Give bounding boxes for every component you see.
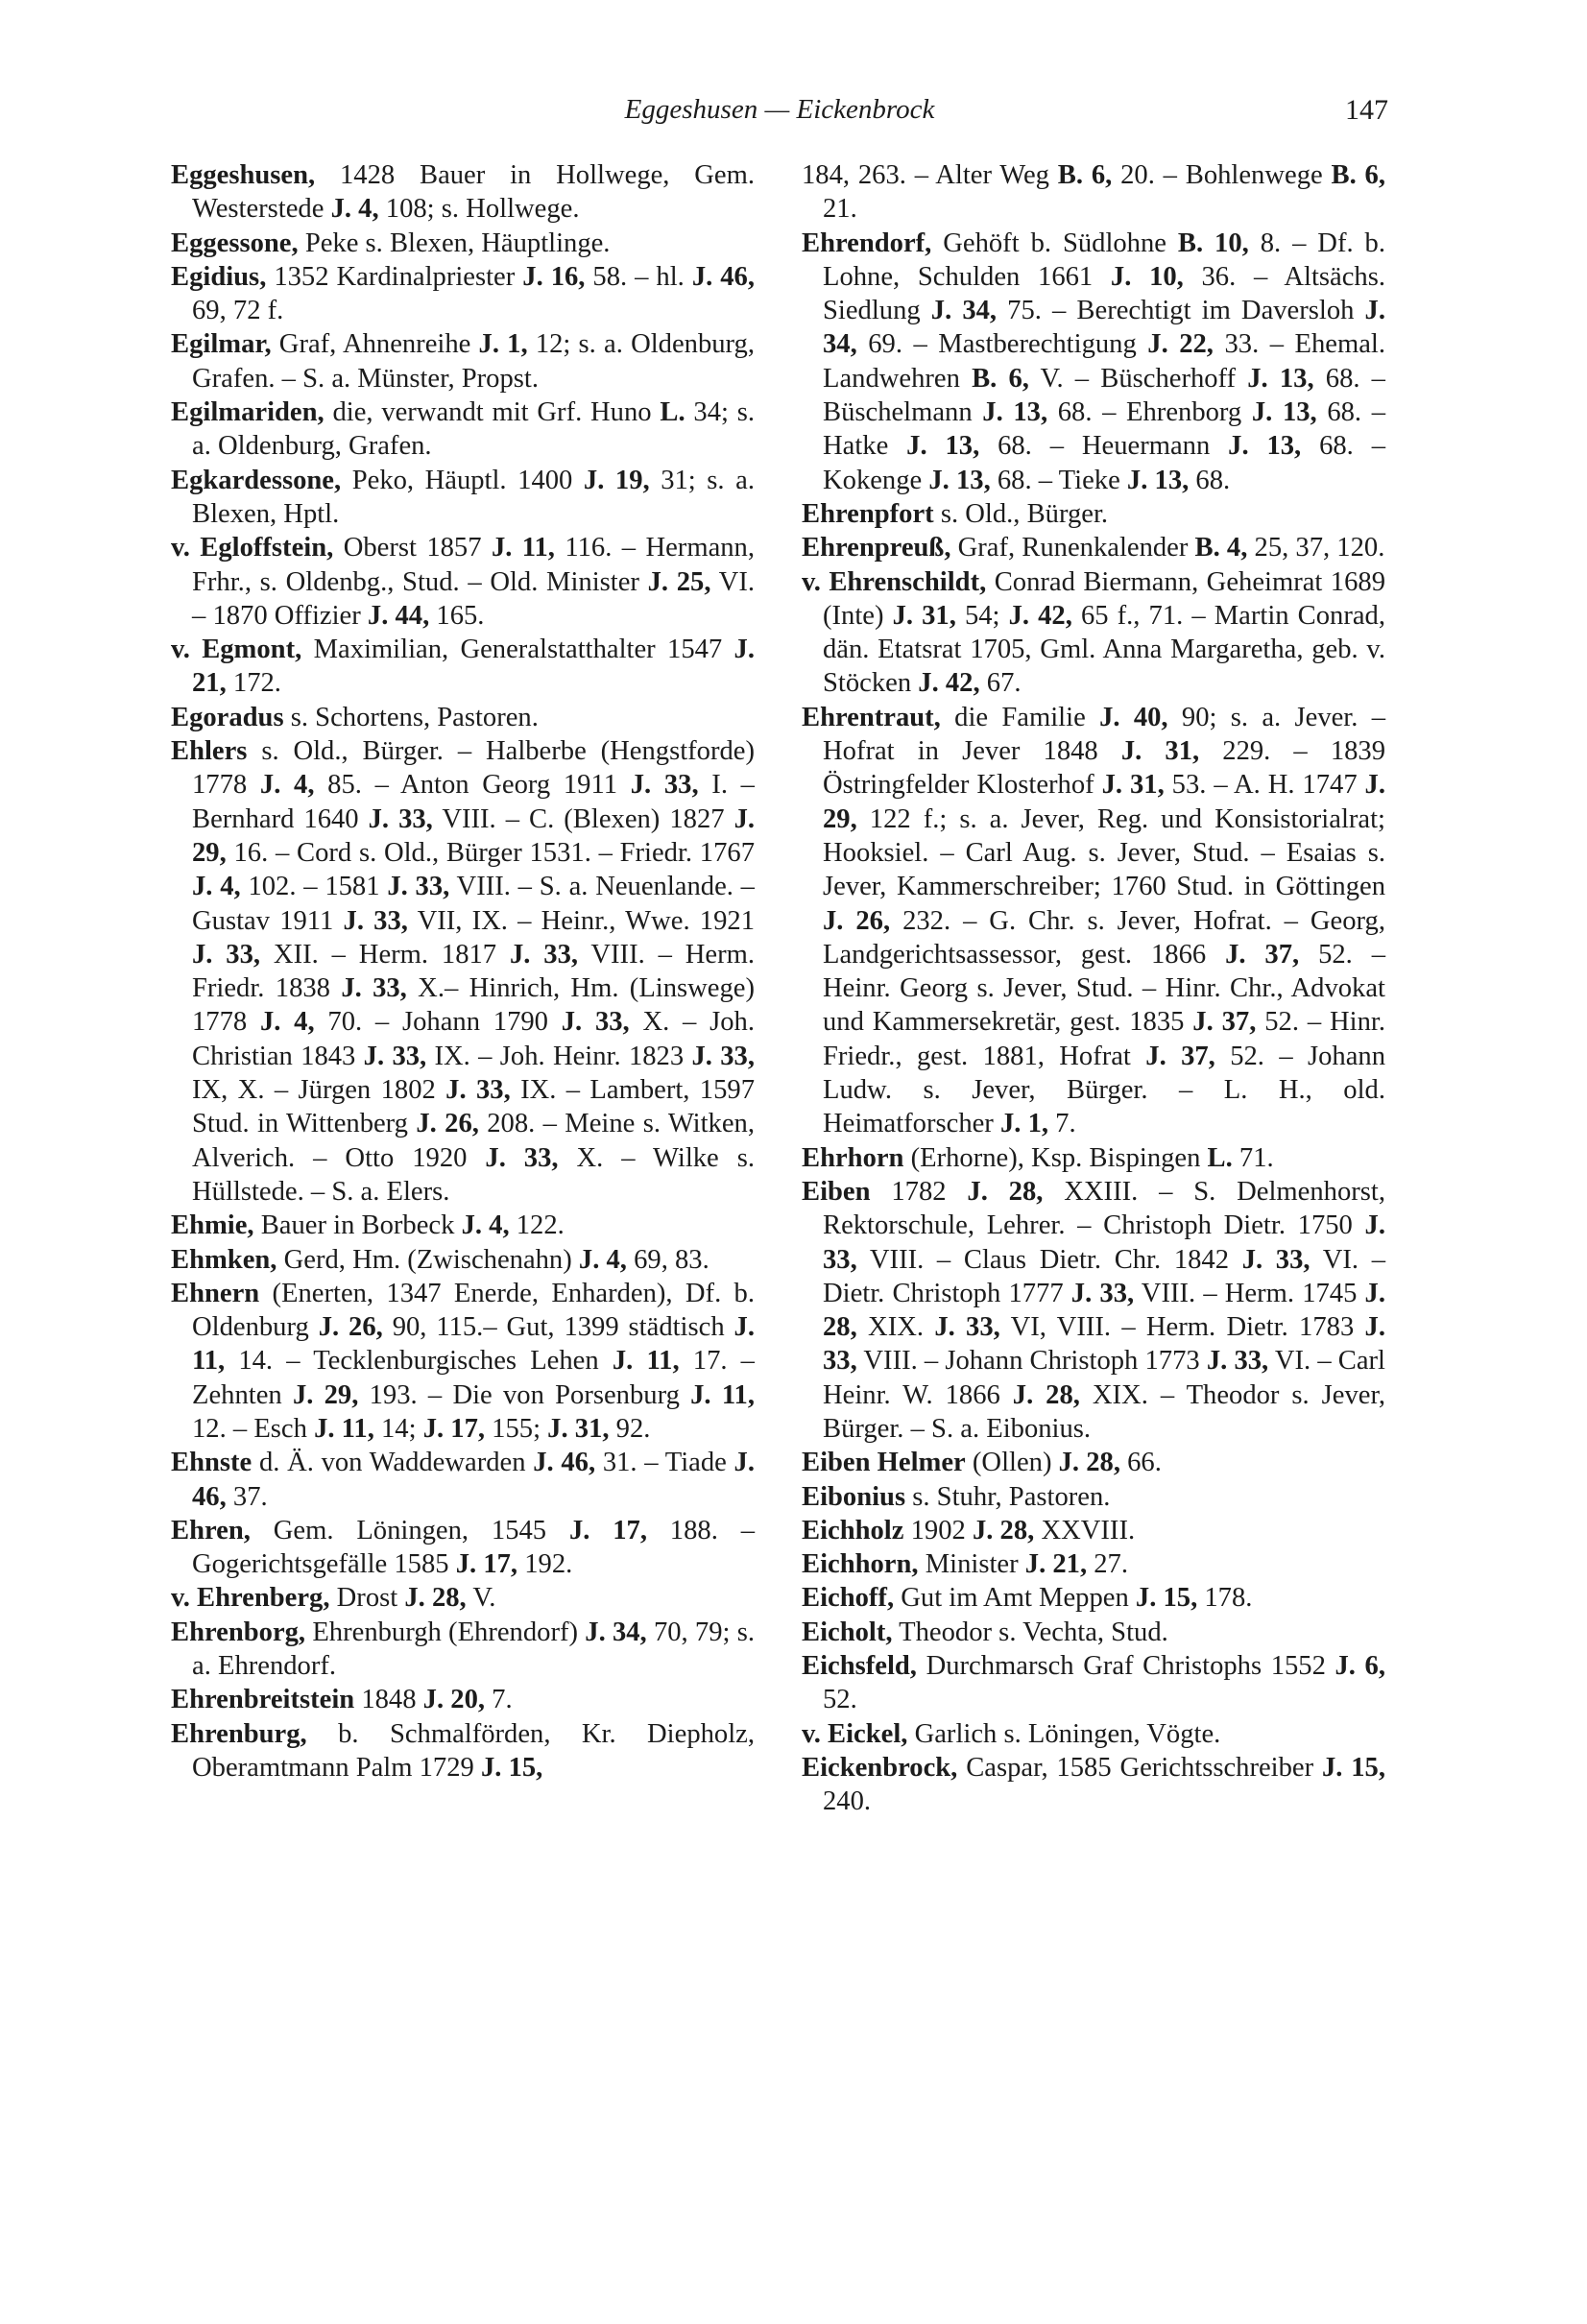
index-entry — [171, 531, 755, 633]
index-entry — [171, 395, 755, 464]
entry-lemma: Ehrenburg, — [171, 1718, 307, 1749]
index-entry — [802, 1141, 1385, 1175]
index-entry — [171, 633, 755, 701]
index-entry — [171, 1616, 755, 1684]
index-entry — [171, 464, 755, 532]
entry-lemma: Egoradus — [171, 702, 284, 732]
entry-text: Graf, Ahnenreihe J. 1, 12; s. a. Oldenburg, Grafen. – S. a. Münster, Propst. — [192, 329, 755, 394]
entry-lemma: Egidius, — [171, 261, 267, 292]
right-column — [802, 158, 1385, 1819]
entry-text: Conrad Biermann, Geheimrat 1689 (Inte) J. 31, 54; J. 42, 65 f., 71. – Martin Conrad, dän. Etatsrat 1705, Gml. Anna Margaretha, geb. v. Stöcken J. 42, 67. — [823, 566, 1385, 699]
index-entry — [802, 1717, 1385, 1751]
index-entry — [802, 1446, 1385, 1479]
index-entry — [802, 227, 1385, 497]
entry-lemma: Eichhorn, — [802, 1549, 919, 1580]
entry-lemma: Egkardessone, — [171, 465, 342, 495]
entry-lemma: Ehrenpfort — [802, 498, 934, 529]
entry-lemma: Ehmie, — [171, 1210, 254, 1241]
entry-lemma: Eibonius — [802, 1481, 906, 1512]
entry-lemma: Ehrendorf, — [802, 228, 932, 258]
entry-lemma: Ehnern — [171, 1278, 260, 1308]
index-entry — [802, 701, 1385, 1141]
index-entry — [171, 734, 755, 1209]
entry-lemma: v. Egloffstein, — [171, 533, 334, 563]
entry-lemma: Ehrenbreitstein — [171, 1685, 355, 1715]
entry-text: 1902 J. 28, XXVIII. — [910, 1515, 1136, 1545]
index-entry — [802, 1649, 1385, 1717]
entry-text: Gem. Löningen, 1545 J. 17, 188. – Gogerichtsgefälle 1585 J. 17, 192. — [192, 1515, 755, 1580]
entry-text: d. Ä. von Waddewarden J. 46, 31. – Tiade J. 46, 37. — [192, 1448, 755, 1512]
entry-text: s. Schortens, Pastoren. — [290, 702, 539, 732]
entry-text: Caspar, 1585 Gerichtsschreiber J. 15, 240. — [823, 1752, 1386, 1817]
entry-text: Peko, Häuptl. 1400 J. 19, 31; s. a. Blexen, Hptl. — [192, 465, 755, 529]
entry-lemma: Eggessone, — [171, 228, 299, 258]
index-entry — [171, 227, 755, 260]
entry-text: Oberst 1857 J. 11, 116. – Hermann, Frhr., s. Oldenbg., Stud. – Old. Minister J. 25, VI. – 1870 Offizier J. 44, 165. — [192, 533, 756, 631]
entry-text: Maximilian, Generalstatthalter 1547 J. 21, 172. — [192, 635, 755, 699]
entry-text: (Enerten, 1347 Enerde, Enharden), Df. b. Oldenburg J. 26, 90, 115.– Gut, 1399 städtisch J. 11, 14. – Tecklenburgisches Lehen J. 11, 17. – Zehnten J. 29, 193. – Die von Porsenburg J. 11, 12. – Esch J. 11, 14; J. 17, 155; J. 31, 92. — [192, 1278, 755, 1444]
entry-lemma: Eiben — [802, 1176, 871, 1207]
entry-text: 1848 J. 20, 7. — [361, 1685, 513, 1715]
entry-text: die, verwandt mit Grf. Huno L. 34; s. a. Oldenburg, Grafen. — [192, 397, 755, 462]
entry-lemma: Ehnste — [171, 1448, 252, 1478]
index-entry — [171, 701, 755, 734]
entry-lemma: Egilmar, — [171, 329, 272, 360]
entry-lemma: v. Ehrenberg, — [171, 1583, 330, 1614]
index-entry — [171, 1581, 755, 1615]
index-entry — [171, 327, 755, 395]
entry-text: 1782 J. 28, XXIII. – S. Delmenhorst, Rektorschule, Lehrer. – Christoph Dietr. 1750 J. 33, VIII. – Claus Dietr. Chr. 1842 J. 33, VI. – Dietr. Christoph 1777 J. 33, VIII. – Herm. 1745 J. 28, XIX. J. 33, VI, VIII. – Herm. Dietr. 1783 J. 33, VIII. – Johann Christoph 1773 J. 33, VI. – Carl Heinr. W. 1866 J. 28, XIX. – Theodor s. Jever, Bürger. – S. a. Eibonius. — [823, 1176, 1386, 1444]
entry-text: Bauer in Borbeck J. 4, 122. — [260, 1210, 565, 1241]
entry-text: (Ollen) J. 28, 66. — [972, 1448, 1162, 1478]
entry-lemma: Ehren, — [171, 1515, 251, 1545]
index-entry — [171, 1243, 755, 1277]
entry-lemma: v. Egmont, — [171, 635, 302, 665]
entry-text: (Erhorne), Ksp. Bispingen L. 71. — [910, 1142, 1274, 1173]
entry-lemma: Eicholt, — [802, 1617, 893, 1647]
entry-text: Durchmarsch Graf Christophs 1552 J. 6, 52. — [823, 1651, 1385, 1715]
entry-lemma: Ehlers — [171, 736, 248, 767]
entry-lemma: Ehrentraut, — [802, 702, 941, 732]
index-entry — [802, 1581, 1385, 1615]
entry-text: 184, 263. – Alter Weg B. 6, 20. – Bohlenwege B. 6, 21. — [802, 160, 1385, 225]
index-entry — [171, 260, 755, 328]
index-entry — [171, 1209, 755, 1242]
index-entry — [171, 1683, 755, 1716]
index-entry — [802, 565, 1385, 701]
entry-lemma: v. Ehrenschildt, — [802, 566, 987, 597]
index-entry — [171, 1277, 755, 1446]
entry-lemma: Eickenbrock, — [802, 1752, 958, 1783]
entry-text: 1352 Kardinalpriester J. 16, 58. – hl. J. 46, 69, 72 f. — [192, 261, 755, 326]
entry-text: s. Stuhr, Pastoren. — [912, 1481, 1111, 1512]
entry-text: Gehöft b. Südlohne B. 10, 8. – Df. b. Lohne, Schulden 1661 J. 10, 36. – Altsächs. Siedlung J. 34, 75. – Berechtigt im Daversloh J. 34, 69. – Mastberechtigung J. 22, 33. – Ehemal. Landwehren B. 6, V. – Büscherhoff J. 13, 68. – Büschelmann J. 13, 68. – Ehrenborg J. 13, 68. – Hatke J. 13, 68. – Heuermann J. 13, 68. – Kokenge J. 13, 68. – Tieke J. 13, 68. — [823, 228, 1386, 495]
entry-text: die Familie J. 40, 90; s. a. Jever. – Hofrat in Jever 1848 J. 31, 229. – 1839 Östringfelder Klosterhof J. 31, 53. – A. H. 1747 J. 29, 122 f.; s. a. Jever, Reg. und Konsistorialrat; Hooksiel. – Carl Aug. s. Jever, Stud. – Esaias s. Jever, Kammerschreiber; 1760 Stud. in Göttingen J. 26, 232. – G. Chr. s. Jever, Hofrat. – Georg, Landgerichtsassessor, gest. 1866 J. 37, 52. – Heinr. Georg s. Jever, Stud. – Hinr. Chr., Advokat und Kammersekretär, gest. 1835 J. 37, 52. – Hinr. Friedr., gest. 1881, Hofrat J. 37, 52. – Johann Ludw. s. Jever, Bürger. – L. H., old. Heimatforscher J. 1, 7. — [823, 702, 1386, 1139]
entry-lemma: Eichholz — [802, 1515, 904, 1545]
entry-text: b. Schmalförden, Kr. Diepholz, Oberamtmann Palm 1729 J. 15, — [192, 1718, 755, 1783]
index-entry — [171, 158, 755, 227]
entry-text: Garlich s. Löningen, Vögte. — [914, 1718, 1221, 1749]
entry-lemma: Eichsfeld, — [802, 1651, 917, 1682]
entry-lemma: Egilmariden, — [171, 397, 325, 428]
index-entry — [802, 1175, 1385, 1446]
entry-text: Ehrenburgh (Ehrendorf) J. 34, 70, 79; s. a. Ehrendorf. — [192, 1617, 755, 1682]
index-entry — [802, 1514, 1385, 1547]
entry-lemma: Ehmken, — [171, 1244, 277, 1275]
index-entry — [171, 1446, 755, 1514]
entry-text: Drost J. 28, V. — [336, 1583, 496, 1614]
page-header — [171, 94, 1388, 132]
entry-text: Graf, Runenkalender B. 4, 25, 37, 120. — [957, 533, 1385, 563]
index-entry — [802, 497, 1385, 531]
index-entry — [171, 1514, 755, 1582]
entry-lemma: Eggeshusen, — [171, 160, 316, 190]
running-title: Eggeshusen — Eickenbrock — [624, 94, 935, 125]
entry-lemma: Ehrenpreuß, — [802, 533, 951, 563]
index-entry — [802, 531, 1385, 564]
entry-text: s. Old., Bürger. – Halberbe (Hengstforde) 1778 J. 4, 85. – Anton Georg 1911 J. 33, I. – Bernhard 1640 J. 33, VIII. – C. (Blexen) 1827 J. 29, 16. – Cord s. Old., Bürger 1531. – Friedr. 1767 J. 4, 102. – 1581 J. 33, VIII. – S. a. Neuenlande. – Gustav 1911 J. 33, VII, IX. – Heinr., Wwe. 1921 J. 33, XII. – Herm. 1817 J. 33, VIII. – Herm. Friedr. 1838 J. 33, X.– Hinrich, Hm. (Linswege) 1778 J. 4, 70. – Johann 1790 J. 33, X. – Joh. Christian 1843 J. 33, IX. – Joh. Heinr. 1823 J. 33, IX, X. – Jürgen 1802 J. 33, IX. – Lambert, 1597 Stud. in Wittenberg J. 26, 208. – Meine s. Witken, Alverich. – Otto 1920 J. 33, X. – Wilke s. Hüllstede. – S. a. Elers. — [192, 736, 756, 1207]
entry-text: Minister J. 21, 27. — [925, 1549, 1128, 1580]
entry-text: Gerd, Hm. (Zwischenahn) J. 4, 69, 83. — [283, 1244, 709, 1275]
index-entry — [802, 1751, 1385, 1819]
entry-lemma: Eichoff, — [802, 1583, 895, 1614]
entry-text: 1428 Bauer in Hollwege, Gem. Westerstede J. 4, 108; s. Hollwege. — [192, 160, 756, 225]
entry-text: Theodor s. Vechta, Stud. — [899, 1617, 1168, 1647]
entry-text: Peke s. Blexen, Häuptlinge. — [304, 228, 611, 258]
index-entry — [802, 158, 1385, 227]
left-column — [171, 158, 755, 1785]
index-entry — [171, 1717, 755, 1785]
page-number: 147 — [1345, 94, 1388, 126]
index-entry — [802, 1547, 1385, 1581]
index-entry — [802, 1616, 1385, 1649]
index-entry — [802, 1480, 1385, 1514]
entry-lemma: Eiben Helmer — [802, 1448, 966, 1478]
entry-text: Gut im Amt Meppen J. 15, 178. — [901, 1583, 1253, 1614]
entry-lemma: Ehrenborg, — [171, 1617, 306, 1647]
entry-lemma: v. Eickel, — [802, 1718, 908, 1749]
entry-lemma: Ehrhorn — [802, 1142, 904, 1173]
entry-text: s. Old., Bürger. — [940, 498, 1109, 529]
